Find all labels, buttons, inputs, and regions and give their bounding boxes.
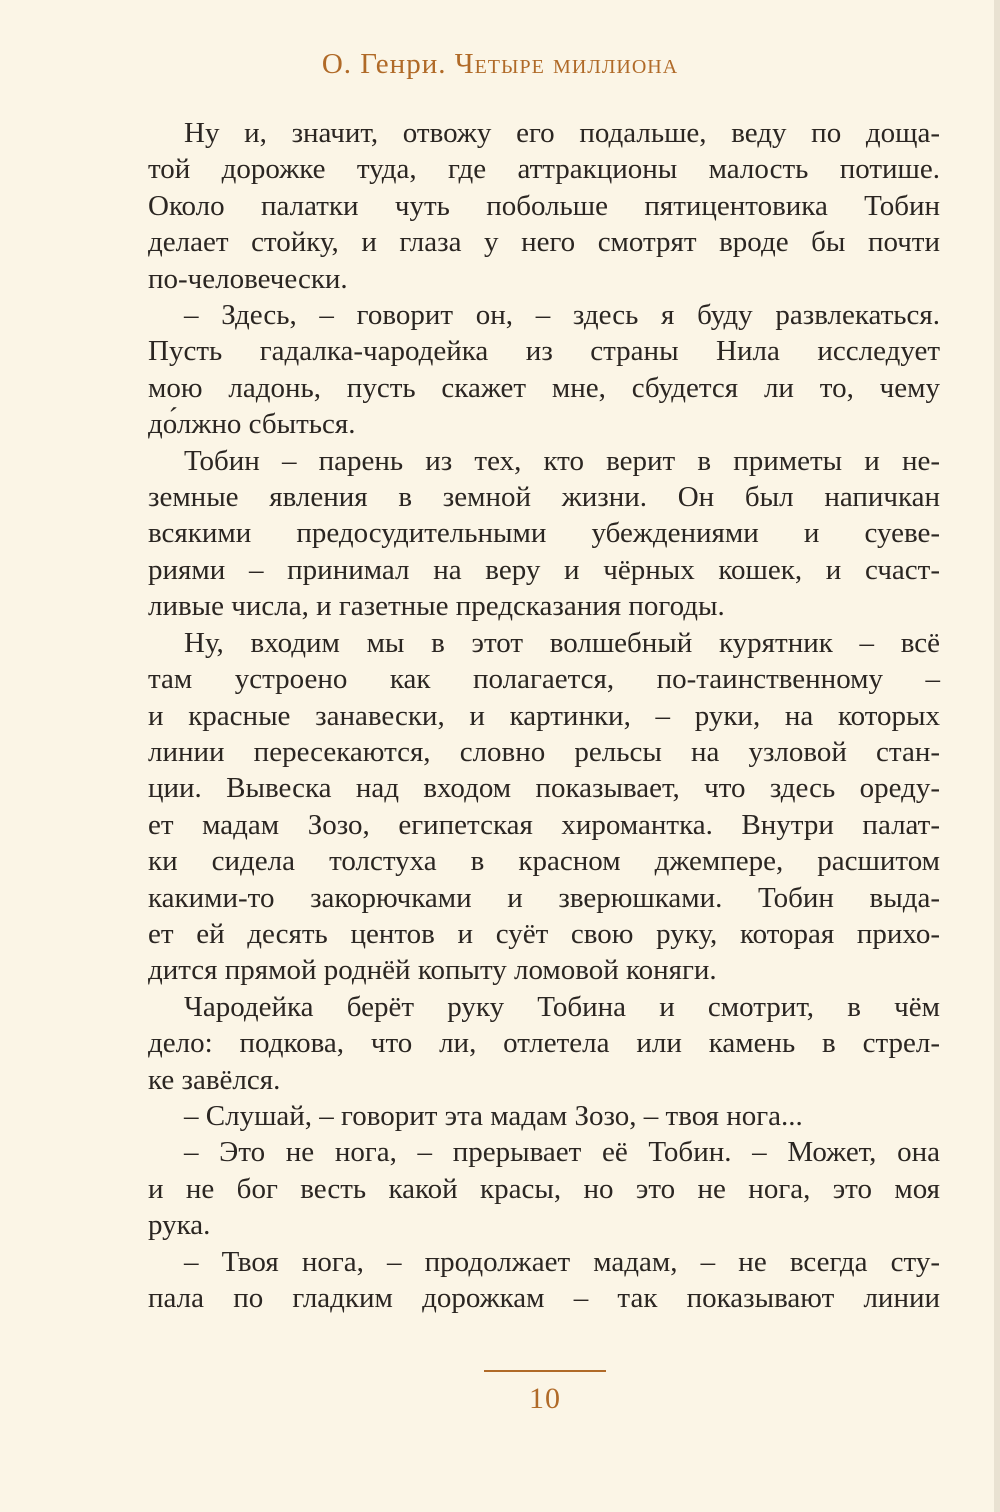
text-line: Пусть гадалка-чародейка из страны Нила исследует [148,335,940,368]
text-line: – Это не нога, – прерывает её Тобин. – Может, она [184,1136,940,1169]
text-line: риями – принимал на веру и чёрных кошек, и счаст- [148,553,940,586]
text-line: ливые числа, и газетные предсказания погоды. [148,590,725,623]
text-line: ки сидела толстуха в красном джемпере, расшитом [148,845,940,878]
text-line: там устроено как полагается, по-таинственному – [148,663,940,696]
text-line: земные явления в земной жизни. Он был напичкан [148,481,940,514]
text-line: и не бог весть какой красы, но это не нога, это моя [148,1172,940,1205]
page-body-text [148,115,940,1316]
text-line: той дорожке туда, где аттракционы малость потише. [148,153,940,186]
text-line: ке завёлся. [148,1063,281,1096]
footer-divider [484,1370,606,1372]
text-line: делает стойку, и глаза у него смотрят вроде бы почти [148,226,940,259]
running-head-author: О. Генри. [321,48,447,80]
text-line: какими-то закорючками и зверюшками. Тобин выда- [148,881,940,914]
text-line: линии пересекаются, словно рельсы на узловой стан- [148,735,940,768]
text-line: дело: подкова, что ли, отлетела или камень в стрел- [148,1027,940,1060]
text-line: дится прямой роднёй копыту ломовой коняги. [148,954,717,987]
text-line: до́лжно сбыться. [148,408,356,441]
text-line: – Твоя нога, – продолжает мадам, – не всегда сту- [184,1245,940,1278]
text-line: ет мадам Зозо, египетская хиромантка. Внутри палат- [148,808,940,841]
page-number: 10 [529,1382,561,1415]
text-line: – Слушай, – говорит эта мадам Зозо, – твоя нога... [184,1099,803,1132]
text-line: Около палатки чуть побольше пятицентовика Тобин [148,189,940,222]
text-line: по-человечески. [148,262,348,295]
text-line: всякими предосудительными убеждениями и суеве- [148,517,940,550]
text-line: Тобин – парень из тех, кто верит в приметы и не- [184,444,940,477]
running-head [0,48,1000,81]
text-line: – Здесь, – говорит он, – здесь я буду развлекаться. [184,299,940,332]
text-line: Чародейка берёт руку Тобина и смотрит, в чём [184,990,940,1023]
text-line: ет ей десять центов и суёт свою руку, которая прихо- [148,917,940,950]
text-line: ции. Вывеска над входом показывает, что здесь ореду- [148,772,940,805]
text-line: мою ладонь, пусть скажет мне, сбудется ли то, чему [148,371,940,404]
text-line: Ну и, значит, отвожу его подальше, веду по доща- [184,117,940,149]
text-line: Ну, входим мы в этот волшебный курятник – всё [184,626,940,659]
text-line: рука. [148,1209,211,1242]
text-line: и красные занавески, и картинки, – руки, на которых [148,699,940,732]
running-head-title: Четыре миллиона [454,48,679,80]
text-line: пала по гладким дорожкам – так показывают линии [148,1282,940,1314]
